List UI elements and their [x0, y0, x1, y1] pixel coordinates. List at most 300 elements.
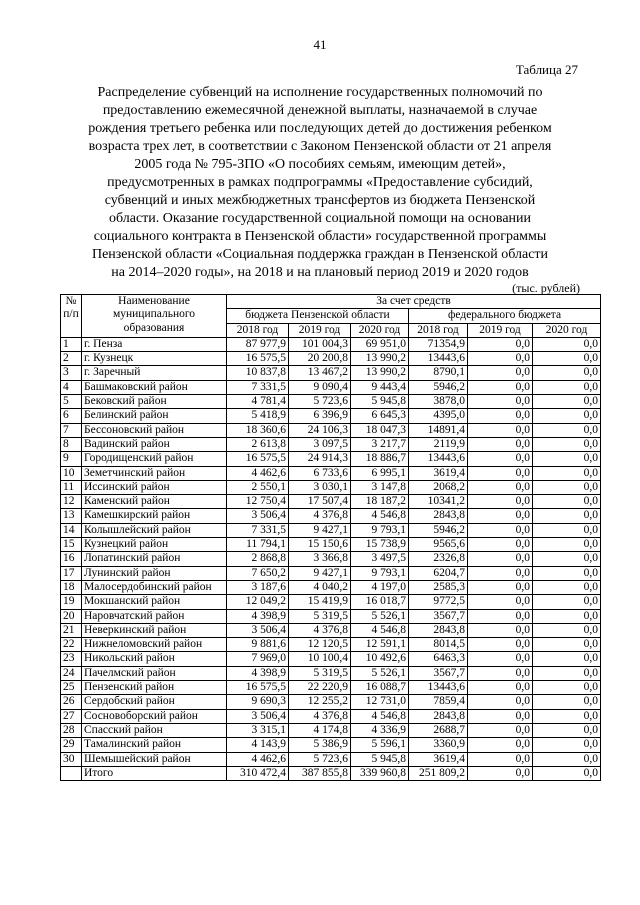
row-municipality: Спасский район	[82, 723, 227, 737]
row-value: 6 995,1	[351, 466, 409, 480]
row-number: 25	[61, 681, 82, 695]
row-value: 3567,7	[409, 609, 468, 623]
row-number: 4	[61, 380, 82, 394]
col-header-name: Наименование муниципального образования	[82, 295, 227, 338]
row-value: 12 120,5	[289, 638, 351, 652]
row-value: 0,0	[533, 752, 601, 766]
table-row	[61, 681, 601, 695]
row-value: 9 881,6	[227, 638, 289, 652]
row-value: 17 507,4	[289, 495, 351, 509]
row-number: 21	[61, 623, 82, 637]
row-value: 2688,7	[409, 723, 468, 737]
row-number: 24	[61, 666, 82, 680]
row-value: 4 398,9	[227, 666, 289, 680]
row-value: 8014,5	[409, 638, 468, 652]
table-row	[61, 380, 601, 394]
row-value: 5 526,1	[351, 609, 409, 623]
row-value: 0,0	[468, 738, 533, 752]
row-municipality: г. Кузнецк	[82, 352, 227, 366]
row-value: 0,0	[533, 723, 601, 737]
row-value: 10 492,6	[351, 652, 409, 666]
row-value: 3 506,4	[227, 623, 289, 637]
row-value: 7 650,2	[227, 566, 289, 580]
row-number: 18	[61, 580, 82, 594]
row-value: 87 977,9	[227, 337, 289, 351]
table-row	[61, 580, 601, 594]
table-row	[61, 337, 601, 351]
row-value: 0,0	[533, 652, 601, 666]
table-row	[61, 666, 601, 680]
row-municipality: Лунинский район	[82, 566, 227, 580]
row-value: 2843,8	[409, 623, 468, 637]
row-value: 3619,4	[409, 466, 468, 480]
row-value: 0,0	[533, 366, 601, 380]
table-row	[61, 595, 601, 609]
total-value: 251 809,2	[409, 766, 468, 780]
row-number: 16	[61, 552, 82, 566]
table-row	[61, 752, 601, 766]
col-header-year: 2019 год	[468, 323, 533, 337]
row-value: 12 591,1	[351, 638, 409, 652]
row-value: 12 750,4	[227, 495, 289, 509]
row-municipality: Сердобский район	[82, 695, 227, 709]
row-value: 6 645,3	[351, 409, 409, 423]
row-value: 5 945,8	[351, 395, 409, 409]
row-number: 12	[61, 495, 82, 509]
row-value: 6 733,6	[289, 466, 351, 480]
table-row	[61, 523, 601, 537]
row-municipality: Лопатинский район	[82, 552, 227, 566]
row-value: 5 319,5	[289, 609, 351, 623]
row-municipality: Кузнецкий район	[82, 538, 227, 552]
row-value: 0,0	[533, 437, 601, 451]
table-row	[61, 695, 601, 709]
title-line: социального контракта в Пензенской области» государственной программы	[93, 229, 547, 244]
row-value: 0,0	[468, 709, 533, 723]
row-value: 0,0	[533, 695, 601, 709]
row-value: 3619,4	[409, 752, 468, 766]
row-value: 15 150,6	[289, 538, 351, 552]
table-row	[61, 609, 601, 623]
row-value: 16 575,5	[227, 352, 289, 366]
row-value: 2068,2	[409, 480, 468, 494]
row-value: 13 467,2	[289, 366, 351, 380]
row-value: 4 376,8	[289, 509, 351, 523]
total-value: 0,0	[533, 766, 601, 780]
row-value: 7 969,0	[227, 652, 289, 666]
row-value: 0,0	[468, 480, 533, 494]
row-value: 18 187,2	[351, 495, 409, 509]
row-value: 5 723,6	[289, 395, 351, 409]
row-value: 3 217,7	[351, 437, 409, 451]
row-value: 9 690,3	[227, 695, 289, 709]
row-value: 15 419,9	[289, 595, 351, 609]
row-value: 0,0	[468, 580, 533, 594]
row-value: 18 360,6	[227, 423, 289, 437]
table-row	[61, 566, 601, 580]
col-header-year: 2018 год	[227, 323, 289, 337]
row-value: 9 793,1	[351, 523, 409, 537]
row-value: 0,0	[468, 638, 533, 652]
row-value: 3567,7	[409, 666, 468, 680]
row-municipality: г. Заречный	[82, 366, 227, 380]
row-municipality: Каменский район	[82, 495, 227, 509]
total-value: 339 960,8	[351, 766, 409, 780]
row-municipality: Колышлейский район	[82, 523, 227, 537]
table-row	[61, 466, 601, 480]
row-value: 12 731,0	[351, 695, 409, 709]
row-value: 0,0	[468, 409, 533, 423]
total-row	[61, 766, 601, 780]
row-value: 16 575,5	[227, 452, 289, 466]
subvention-table	[60, 294, 601, 781]
row-value: 0,0	[533, 538, 601, 552]
total-value: 387 855,8	[289, 766, 351, 780]
row-value: 0,0	[468, 509, 533, 523]
header-row	[61, 295, 601, 309]
row-value: 2843,8	[409, 509, 468, 523]
table-row	[61, 495, 601, 509]
row-number: 7	[61, 423, 82, 437]
row-value: 16 575,5	[227, 681, 289, 695]
row-municipality: Городищенский район	[82, 452, 227, 466]
table-row	[61, 366, 601, 380]
row-value: 0,0	[533, 495, 601, 509]
units-label: (тыс. рублей)	[512, 281, 580, 295]
row-municipality: Иссинский район	[82, 480, 227, 494]
row-value: 0,0	[468, 395, 533, 409]
row-value: 0,0	[533, 609, 601, 623]
row-value: 0,0	[533, 452, 601, 466]
title-line: Пензенской области «Социальная поддержка граждан в Пензенской области	[91, 247, 549, 262]
row-value: 0,0	[468, 380, 533, 394]
row-value: 12 049,2	[227, 595, 289, 609]
row-number: 1	[61, 337, 82, 351]
row-number: 19	[61, 595, 82, 609]
row-number: 13	[61, 509, 82, 523]
row-municipality: Бековский район	[82, 395, 227, 409]
row-value: 7 331,5	[227, 380, 289, 394]
row-municipality: Нижнеломовский район	[82, 638, 227, 652]
title-line: области. Оказание государственной социальной помощи на основании	[108, 211, 532, 226]
row-value: 15 738,9	[351, 538, 409, 552]
row-number: 6	[61, 409, 82, 423]
title-line: предоставлению ежемесячной денежной выплаты, назначаемой в случае	[102, 103, 538, 118]
row-municipality: Пачелмский район	[82, 666, 227, 680]
total-label: Итого	[82, 766, 227, 780]
row-value: 2 613,8	[227, 437, 289, 451]
row-municipality: Тамалинский район	[82, 738, 227, 752]
row-number: 26	[61, 695, 82, 709]
col-header-funding: За счет средств	[227, 295, 601, 309]
row-value: 6 396,9	[289, 409, 351, 423]
row-municipality: Вадинский район	[82, 437, 227, 451]
table-row	[61, 723, 601, 737]
row-number: 8	[61, 437, 82, 451]
col-header-year: 2019 год	[289, 323, 351, 337]
row-number: 10	[61, 466, 82, 480]
row-value: 3 506,4	[227, 509, 289, 523]
row-value: 0,0	[468, 452, 533, 466]
row-value: 0,0	[533, 638, 601, 652]
row-value: 0,0	[533, 509, 601, 523]
row-value: 4 143,9	[227, 738, 289, 752]
row-number: 14	[61, 523, 82, 537]
row-municipality: Неверкинский район	[82, 623, 227, 637]
row-value: 0,0	[468, 623, 533, 637]
row-value: 24 106,3	[289, 423, 351, 437]
row-value: 0,0	[468, 681, 533, 695]
row-municipality: Мокшанский район	[82, 595, 227, 609]
row-value: 0,0	[533, 681, 601, 695]
row-value: 0,0	[468, 695, 533, 709]
row-value: 7859,4	[409, 695, 468, 709]
row-value: 8790,1	[409, 366, 468, 380]
table-row	[61, 538, 601, 552]
row-value: 5946,2	[409, 523, 468, 537]
row-value: 5 526,1	[351, 666, 409, 680]
row-value: 0,0	[533, 480, 601, 494]
row-number: 20	[61, 609, 82, 623]
row-value: 4 546,8	[351, 709, 409, 723]
row-value: 0,0	[533, 566, 601, 580]
table-row	[61, 738, 601, 752]
row-value: 16 088,7	[351, 681, 409, 695]
col-header-year: 2020 год	[533, 323, 601, 337]
row-value: 71354,9	[409, 337, 468, 351]
table-row	[61, 509, 601, 523]
table-row	[61, 638, 601, 652]
row-value: 0,0	[468, 366, 533, 380]
row-value: 13 990,2	[351, 352, 409, 366]
row-value: 6463,3	[409, 652, 468, 666]
table-label: Таблица 27	[515, 62, 578, 77]
row-value: 0,0	[468, 352, 533, 366]
row-municipality: Бессоновский район	[82, 423, 227, 437]
row-value: 0,0	[468, 723, 533, 737]
row-value: 0,0	[468, 752, 533, 766]
row-value: 3360,9	[409, 738, 468, 752]
row-value: 2843,8	[409, 709, 468, 723]
row-value: 0,0	[533, 595, 601, 609]
row-number: 27	[61, 709, 82, 723]
row-value: 4 376,8	[289, 623, 351, 637]
row-value: 4 781,4	[227, 395, 289, 409]
row-value: 3 187,6	[227, 580, 289, 594]
row-value: 13443,6	[409, 352, 468, 366]
row-value: 0,0	[468, 523, 533, 537]
row-municipality: Наровчатский район	[82, 609, 227, 623]
table-row	[61, 480, 601, 494]
row-value: 18 047,3	[351, 423, 409, 437]
title-line: субвенций и иных межбюджетных трансфертов из бюджета Пензенской	[104, 193, 536, 208]
row-value: 5 319,5	[289, 666, 351, 680]
row-value: 0,0	[468, 609, 533, 623]
row-value: 22 220,9	[289, 681, 351, 695]
row-value: 12 255,2	[289, 695, 351, 709]
row-value: 4 546,8	[351, 509, 409, 523]
row-value: 101 004,3	[289, 337, 351, 351]
row-value: 0,0	[468, 423, 533, 437]
row-municipality: Белинский район	[82, 409, 227, 423]
row-value: 0,0	[468, 666, 533, 680]
table-row	[61, 652, 601, 666]
row-number: 30	[61, 752, 82, 766]
table-row	[61, 437, 601, 451]
table-row	[61, 552, 601, 566]
row-value: 2585,3	[409, 580, 468, 594]
row-value: 3 497,5	[351, 552, 409, 566]
row-value: 7 331,5	[227, 523, 289, 537]
row-number: 2	[61, 352, 82, 366]
row-value: 5 723,6	[289, 752, 351, 766]
row-value: 0,0	[533, 352, 601, 366]
col-header-year: 2020 год	[351, 323, 409, 337]
row-value: 0,0	[533, 709, 601, 723]
title-line: рождения третьего ребенка или последующих детей до достижения ребенком	[88, 121, 552, 136]
row-value: 0,0	[533, 623, 601, 637]
row-value: 4395,0	[409, 409, 468, 423]
row-value: 2326,8	[409, 552, 468, 566]
row-municipality: Камешкирский район	[82, 509, 227, 523]
row-value: 9 793,1	[351, 566, 409, 580]
row-value: 0,0	[533, 552, 601, 566]
row-value: 10 837,8	[227, 366, 289, 380]
row-value: 10341,2	[409, 495, 468, 509]
row-municipality: Башмаковский район	[82, 380, 227, 394]
row-value: 5 418,9	[227, 409, 289, 423]
col-header-number: № п/п	[61, 295, 82, 338]
table-row	[61, 395, 601, 409]
row-municipality: Сосновоборский район	[82, 709, 227, 723]
row-value: 4 040,2	[289, 580, 351, 594]
row-value: 6204,7	[409, 566, 468, 580]
row-value: 9 427,1	[289, 566, 351, 580]
row-value: 0,0	[533, 666, 601, 680]
row-value: 16 018,7	[351, 595, 409, 609]
row-value: 0,0	[533, 380, 601, 394]
row-value: 9 427,1	[289, 523, 351, 537]
row-value: 0,0	[533, 466, 601, 480]
row-value: 24 914,3	[289, 452, 351, 466]
row-value: 13443,6	[409, 681, 468, 695]
row-value: 4 462,6	[227, 466, 289, 480]
row-value: 9 443,4	[351, 380, 409, 394]
row-number: 3	[61, 366, 82, 380]
table-row	[61, 423, 601, 437]
row-municipality: Малосердобинский район	[82, 580, 227, 594]
row-value: 9565,6	[409, 538, 468, 552]
col-header-regional: бюджета Пензенской области	[227, 309, 409, 323]
row-value: 4 197,0	[351, 580, 409, 594]
row-value: 4 174,8	[289, 723, 351, 737]
row-value: 5946,2	[409, 380, 468, 394]
row-municipality: Никольский район	[82, 652, 227, 666]
row-value: 5 596,1	[351, 738, 409, 752]
title-line: Распределение субвенций на исполнение государственных полномочий по	[97, 85, 543, 100]
row-value: 0,0	[533, 523, 601, 537]
row-number: 9	[61, 452, 82, 466]
row-value: 11 794,1	[227, 538, 289, 552]
row-value: 0,0	[533, 395, 601, 409]
title-line: 2005 года № 795-ЗПО «О пособиях семьям, имеющим детей»,	[134, 157, 506, 172]
row-value: 14891,4	[409, 423, 468, 437]
row-value: 3878,0	[409, 395, 468, 409]
row-value: 5 945,8	[351, 752, 409, 766]
row-value: 4 376,8	[289, 709, 351, 723]
row-value: 0,0	[468, 566, 533, 580]
row-value: 0,0	[533, 337, 601, 351]
title-line: предусмотренных в рамках подпрограммы «Предоставление субсидий,	[107, 175, 533, 190]
row-value: 9 090,4	[289, 380, 351, 394]
row-value: 0,0	[533, 738, 601, 752]
row-value: 2119,9	[409, 437, 468, 451]
row-value: 3 097,5	[289, 437, 351, 451]
row-number: 15	[61, 538, 82, 552]
col-header-year: 2018 год	[409, 323, 468, 337]
row-value: 0,0	[468, 495, 533, 509]
row-number: 23	[61, 652, 82, 666]
table-row	[61, 409, 601, 423]
row-value: 3 030,1	[289, 480, 351, 494]
row-value: 0,0	[468, 652, 533, 666]
row-municipality: Пензенский район	[82, 681, 227, 695]
row-value: 5 386,9	[289, 738, 351, 752]
row-value: 3 366,8	[289, 552, 351, 566]
row-value: 3 506,4	[227, 709, 289, 723]
row-value: 2 550,1	[227, 480, 289, 494]
table-row	[61, 352, 601, 366]
row-value: 0,0	[468, 538, 533, 552]
row-number: 11	[61, 480, 82, 494]
row-value: 0,0	[468, 337, 533, 351]
document-title	[60, 84, 580, 282]
row-value: 0,0	[533, 409, 601, 423]
total-value: 310 472,4	[227, 766, 289, 780]
row-value: 18 886,7	[351, 452, 409, 466]
total-value: 0,0	[468, 766, 533, 780]
page-number: 41	[313, 37, 327, 52]
row-value: 3 147,8	[351, 480, 409, 494]
total-empty-cell	[61, 766, 82, 780]
row-value: 0,0	[533, 423, 601, 437]
row-value: 13 990,2	[351, 366, 409, 380]
row-number: 29	[61, 738, 82, 752]
col-header-federal: федерального бюджета	[409, 309, 601, 323]
row-value: 0,0	[468, 552, 533, 566]
row-number: 22	[61, 638, 82, 652]
title-line: на 2014–2020 годы», на 2018 и на плановый период 2019 и 2020 годов	[111, 265, 529, 280]
row-municipality: Шемышейский район	[82, 752, 227, 766]
title-line: возраста трех лет, в соответствии с Законом Пензенской области от 21 апреля	[88, 139, 552, 154]
table-row	[61, 709, 601, 723]
table-row	[61, 452, 601, 466]
row-value: 69 951,0	[351, 337, 409, 351]
table-body	[61, 337, 601, 780]
row-value: 4 462,6	[227, 752, 289, 766]
row-municipality: г. Пенза	[82, 337, 227, 351]
row-value: 13443,6	[409, 452, 468, 466]
row-value: 4 336,9	[351, 723, 409, 737]
row-value: 2 868,8	[227, 552, 289, 566]
row-number: 17	[61, 566, 82, 580]
table-row	[61, 623, 601, 637]
row-value: 4 398,9	[227, 609, 289, 623]
row-value: 9772,5	[409, 595, 468, 609]
row-value: 0,0	[468, 595, 533, 609]
row-value: 10 100,4	[289, 652, 351, 666]
row-value: 0,0	[468, 466, 533, 480]
